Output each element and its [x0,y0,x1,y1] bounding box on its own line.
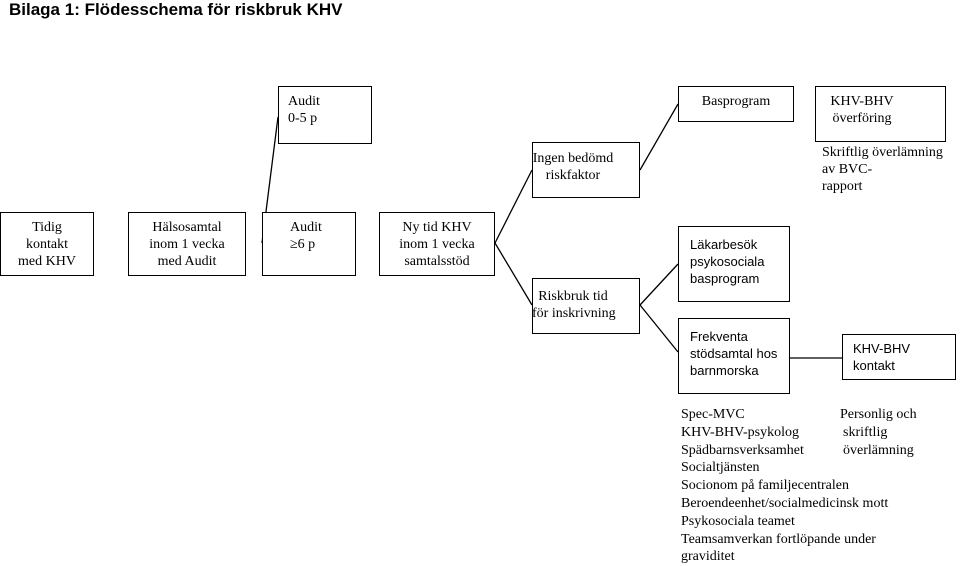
halsosamtal-text: Hälsosamtal inom 1 vecka med Audit [149,220,225,269]
connector-ingen [495,170,532,243]
khv-bhv-overforing-text: KHV-BHV överföring [830,94,894,126]
page-title: Bilaga 1: Flödesschema för riskbruk KHV [9,0,343,19]
ingen-riskfaktor-text: Ingen bedömd riskfaktor [532,151,614,183]
khv-bhv-kontakt-text: KHV-BHV kontakt [853,341,911,373]
list-item: Spec-MVC [681,407,745,422]
tidig-kontakt-text: Tidig kontakt med KHV [18,220,76,269]
list-item: Socionom på familjecentralen [681,478,849,494]
audit-high-text: Audit ≥6 p [290,220,322,252]
skriftlig-overlamning-text: Skriftlig överlämning av BVC- rapport [822,145,943,194]
list-item: Psykosociala teamet [681,513,795,529]
audit-low-text: Audit 0-5 p [288,94,320,126]
list-item: graviditet [681,549,735,565]
list-item: Teamsamverkan fortlöpande under [681,531,876,547]
list-item: Socialtjänsten [681,460,760,476]
lakarbesok-text: Läkarbesök psykosociala basprogram [690,237,765,286]
ny-tid-khv-text: Ny tid KHV inom 1 vecka samtalsstöd [399,220,475,269]
connector-basprogram [640,104,678,170]
list-item: Beroendeenhet/socialmedicinsk mott [681,495,889,511]
basprogram-text: Basprogram [701,94,771,109]
personlig-overlamning-text: Personlig och skriftlig överlämning [840,407,917,458]
connector-lakarbesok [640,264,678,305]
riskbruk-text: Riskbruk tid för inskrivning [532,289,616,321]
list-item: Spädbarnsverksamhet [681,442,804,458]
connector-riskbruk [495,243,532,305]
connector-frekventa [640,305,678,352]
frekventa-text: Frekventa stödsamtal hos barnmorska [690,329,778,378]
list-item: KHV-BHV-psykolog [681,424,799,440]
